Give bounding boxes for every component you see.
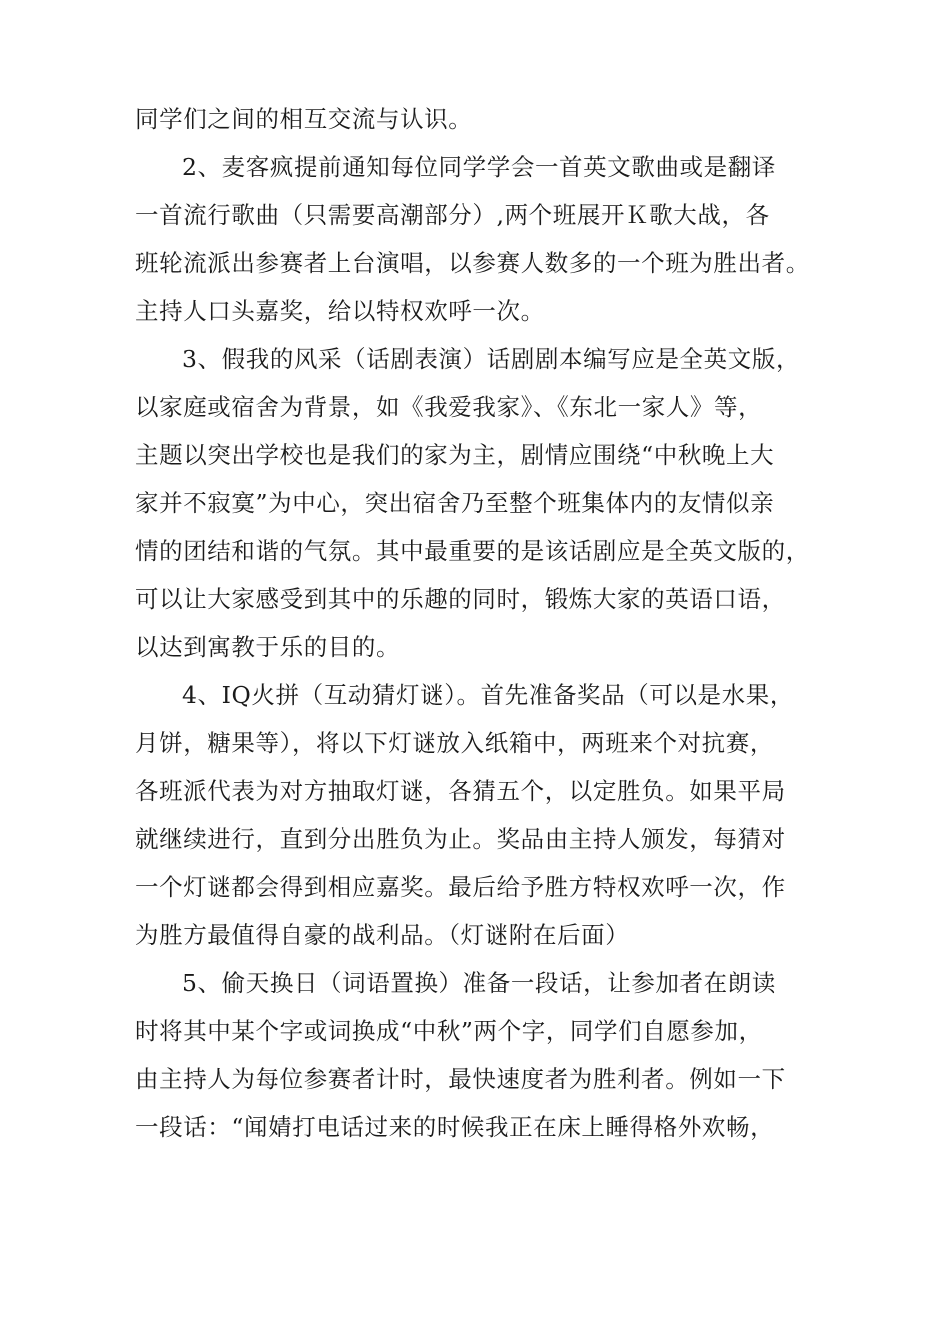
paragraph-3-line-5: 情的团结和谐的气氛。其中最重要的是该话剧应是全英文版的， (135, 537, 810, 565)
paragraph-5-line-4: 一段话：“闻婧打电话过来的时候我正在床上睡得格外欢畅， (135, 1113, 775, 1141)
paragraph-5-line-3: 由主持人为每位参赛者计时，最快速度者为胜利者。例如一下 (135, 1065, 786, 1093)
paragraph-4-line-4: 就继续进行，直到分出胜负为止。奖品由主持人颁发，每猜对 (135, 825, 786, 853)
paragraph-4-line-3: 各班派代表为对方抽取灯谜，各猜五个，以定胜负。如果平局 (135, 777, 786, 805)
paragraph-4-line-1: 4、IQ火拼（互动猜灯谜）。首先准备奖品（可以是水果， (182, 681, 794, 709)
text-line-1: 同学们之间的相互交流与认识。 (135, 105, 473, 133)
paragraph-4-line-6: 为胜方最值得自豪的战利品。（灯谜附在后面） (135, 921, 630, 949)
paragraph-3-line-3: 主题以突出学校也是我们的家为主，剧情应围绕“中秋晚上大 (135, 441, 775, 469)
paragraph-2-line-3: 班轮流派出参赛者上台演唱，以参赛人数多的一个班为胜出者。 (135, 249, 810, 277)
paragraph-2-line-4: 主持人口头嘉奖，给以特权欢呼一次。 (135, 297, 545, 325)
paragraph-3-line-4: 家并不寂寞”为中心，突出宿舍乃至整个班集体内的友情似亲 (135, 489, 775, 517)
paragraph-3-line-1: 3、假我的风采（话剧表演）话剧剧本编写应是全英文版， (182, 345, 801, 373)
paragraph-3-line-7: 以达到寓教于乐的目的。 (135, 633, 401, 661)
paragraph-5-line-2: 时将其中某个字或词换成“中秋”两个字，同学们自愿参加， (135, 1017, 763, 1045)
paragraph-3-line-6: 可以让大家感受到其中的乐趣的同时，锻炼大家的英语口语， (135, 585, 786, 613)
paragraph-4-line-5: 一个灯谜都会得到相应嘉奖。最后给予胜方特权欢呼一次，作 (135, 873, 786, 901)
paragraph-4-line-2: 月饼，糖果等），将以下灯谜放入纸箱中，两班来个对抗赛， (135, 729, 774, 757)
paragraph-2-line-1: 2、麦客疯提前通知每位同学学会一首英文歌曲或是翻译 (182, 153, 776, 181)
paragraph-3-line-2: 以家庭或宿舍为背景，如《我爱我家》、《东北一家人》等， (135, 393, 763, 421)
paragraph-5-line-1: 5、偷天换日（词语置换）准备一段话，让参加者在朗读 (182, 969, 776, 997)
paragraph-2-line-2: 一首流行歌曲（只需要高潮部分）,两个班展开Ｋ歌大战，各 (135, 201, 770, 229)
